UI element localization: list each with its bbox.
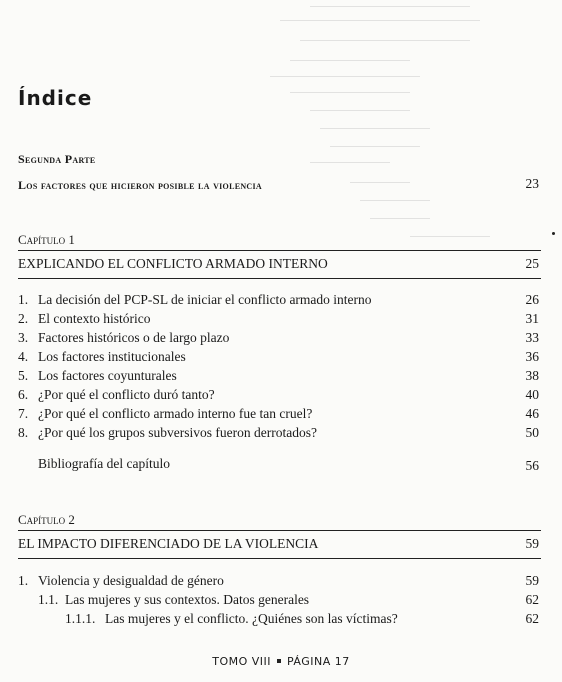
chapter-1-title: EXPLICANDO EL CONFLICTO ARMADO INTERNO — [18, 256, 328, 271]
page-footer — [0, 655, 562, 668]
toc-entry: 8. ¿Por qué los grupos subversivos fueron derrotados? — [18, 425, 317, 440]
chapter-1-page: 25 — [525, 256, 539, 271]
toc-entry-page: 33 — [525, 330, 539, 345]
chapter-1-rule-top — [18, 250, 541, 251]
toc-entry-page: 36 — [525, 349, 539, 364]
footer-separator-icon — [277, 659, 281, 663]
chapter-2-rule-bottom — [18, 558, 541, 559]
toc-subentry-page: 62 — [525, 592, 539, 607]
index-title: Índice — [18, 86, 93, 110]
footer-tomo: TOMO VIII — [212, 655, 271, 668]
toc-entry-page: 50 — [525, 425, 539, 440]
chapter-2-label: Capítulo 2 — [18, 512, 75, 527]
toc-subsubentry-page: 62 — [525, 611, 539, 626]
toc-entry-page: 59 — [525, 573, 539, 588]
toc-entry-page: 31 — [525, 311, 539, 326]
toc-entry-page: 46 — [525, 406, 539, 421]
toc-entry: 6. ¿Por qué el conflicto duró tanto? — [18, 387, 215, 402]
toc-entry: 7. ¿Por qué el conflicto armado interno fue tan cruel? — [18, 406, 313, 421]
toc-entry-page: 38 — [525, 368, 539, 383]
toc-entry-page: 40 — [525, 387, 539, 402]
toc-entry: 1. Violencia y desigualdad de género — [18, 573, 224, 588]
toc-entry: 5. Los factores coyunturales — [18, 368, 177, 383]
part-page: 23 — [525, 176, 539, 191]
chapter-2-title: EL IMPACTO DIFERENCIADO DE LA VIOLENCIA — [18, 536, 319, 551]
toc-entry: 2. El contexto histórico — [18, 311, 151, 326]
chapter-2-rule-top — [18, 530, 541, 531]
toc-subentry: 1.1. Las mujeres y sus contextos. Datos generales — [38, 592, 310, 607]
bleed-through-text — [250, 0, 550, 250]
chapter-1-label: Capítulo 1 — [18, 232, 75, 247]
part-label: Segunda Parte — [18, 152, 96, 166]
toc-entry: 4. Los factores institucionales — [18, 349, 186, 364]
toc-entry: 3. Factores históricos o de largo plazo — [18, 330, 230, 345]
bibliography-entry: Bibliografía del capítulo — [38, 456, 170, 471]
bibliography-page: 56 — [525, 458, 539, 473]
chapter-1-rule-bottom — [18, 278, 541, 279]
toc-subsubentry: 1.1.1. Las mujeres y el conflicto. ¿Quiénes son las víctimas? — [65, 611, 398, 626]
toc-entry: 1. La decisión del PCP-SL de iniciar el conflicto armado interno — [18, 292, 372, 307]
ink-speck — [552, 232, 555, 235]
toc-entry-page: 26 — [525, 292, 539, 307]
footer-pagina: PÁGINA 17 — [287, 655, 350, 668]
chapter-2-page: 59 — [525, 536, 539, 551]
part-subtitle: Los factores que hicieron posible la violencia — [18, 178, 262, 192]
